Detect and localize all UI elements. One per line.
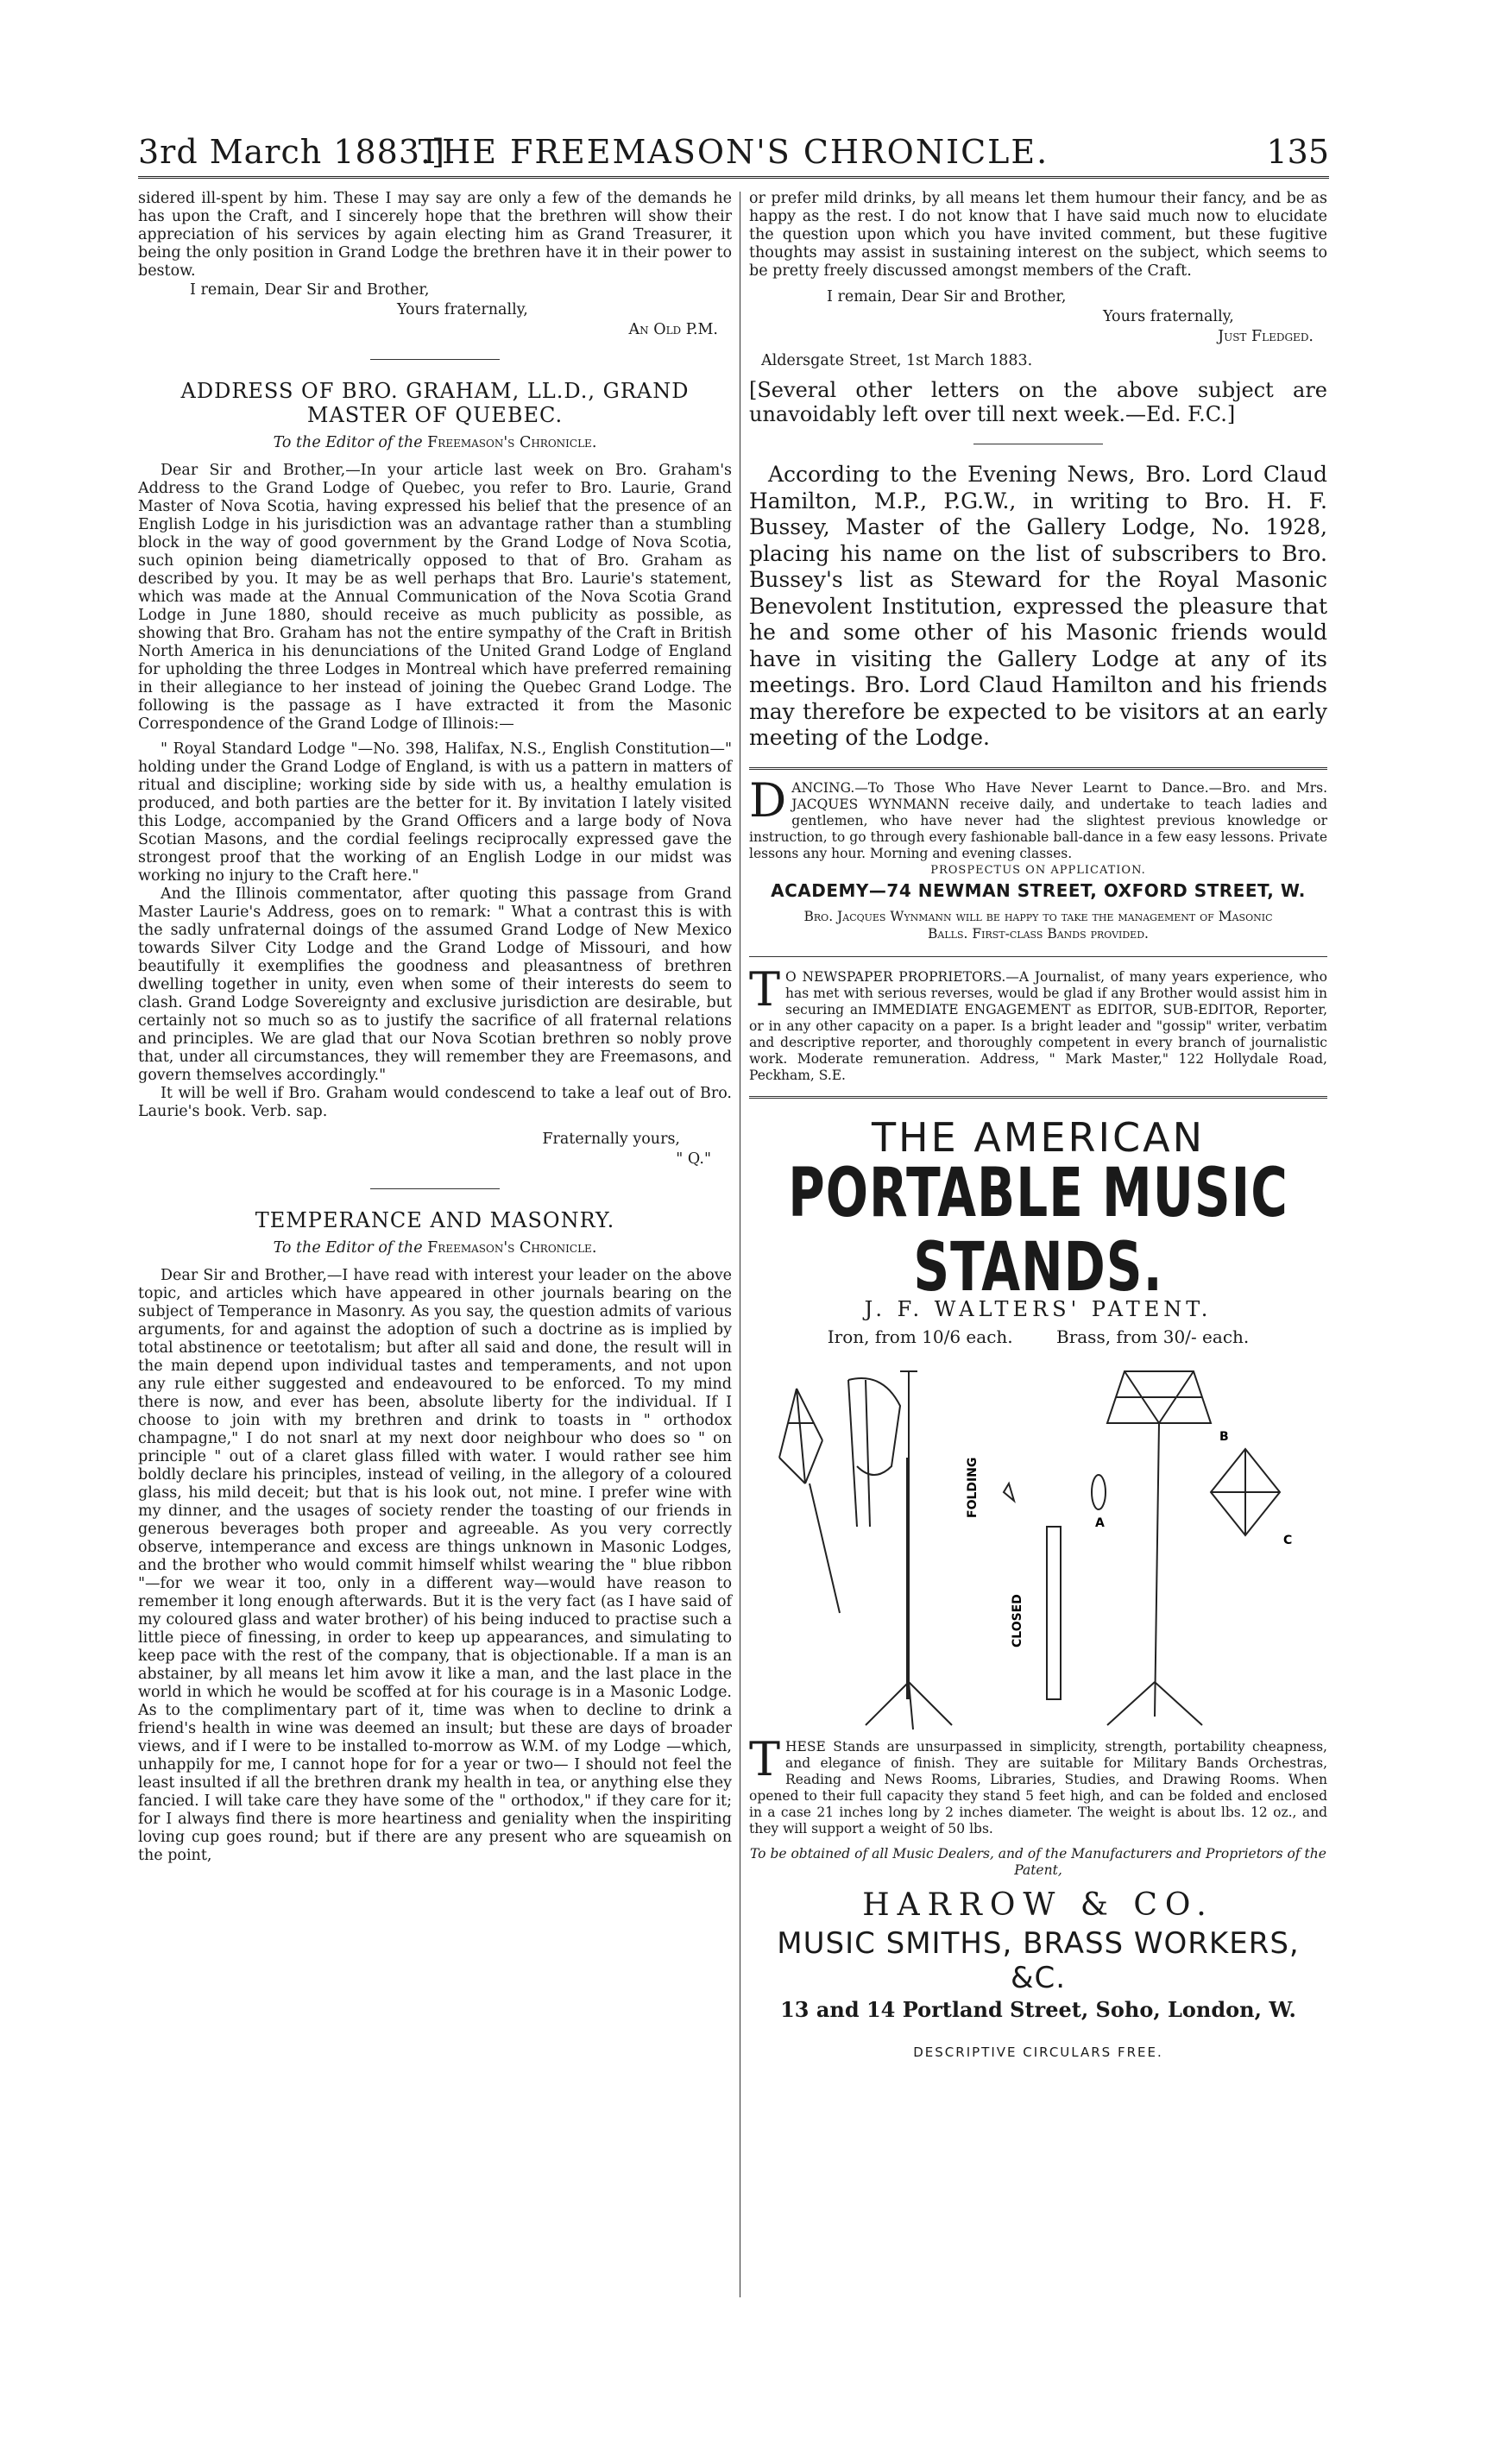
circulars-note: DESCRIPTIVE CIRCULARS FREE.	[913, 2044, 1163, 2060]
price-iron: Iron, from 10/6 each.	[827, 1326, 1013, 1347]
prospectus-note: PROSPECTUS ON APPLICATION.	[930, 863, 1146, 877]
ad-rule	[749, 767, 1327, 770]
company-trade: MUSIC SMITHS, BRASS WORKERS, &C.	[777, 1925, 1300, 1995]
article-paragraph	[138, 462, 732, 734]
left-column	[138, 190, 732, 1865]
letter-remain: I remain, Dear Sir and Brother,	[827, 288, 1067, 306]
right-column	[749, 190, 1327, 2060]
company-address: 13 and 14 Portland Street, Soho, London, W.	[780, 1996, 1296, 2022]
price-brass: Brass, from 30/- each.	[1056, 1326, 1250, 1347]
music-stands-ad	[749, 1114, 1327, 2060]
drop-cap: T	[749, 961, 781, 1017]
music-ad-description	[749, 1731, 1327, 1837]
label-folding: FOLDING	[966, 1457, 980, 1518]
addressee-paper: Freemason's Chronicle.	[427, 434, 597, 451]
letter-signature: An Old P.M.	[628, 321, 718, 338]
ad-line-american: THE AMERICAN	[871, 1113, 1206, 1161]
letter-address: Aldersgate Street, 1st March 1883.	[761, 352, 1033, 369]
dancing-ad-text	[749, 772, 1327, 862]
label-c: C	[1283, 1533, 1293, 1547]
news-paragraph: According to the Evening News, Bro. Lord Claud Hamilton, M.P., P.G.W., in writing to Bro. H. F. Bussey, Master of the Gallery Lodge, No. 1928, placing his name on the list of subscribers to Bro. Bussey's list as Steward for the Royal Masonic Benevolent Institution, expressed the pleasure that he and some other of his Masonic friends would have in visiting the Gallery Lodge at any of its meetings. Bro. Lord Claud Hamilton and his friends may therefore be expected to be visitors at an early meeting of the Lodge.	[749, 462, 1327, 750]
letter-signature: Just Fledged.	[1218, 328, 1314, 345]
addressee-text: To the Editor of the	[273, 434, 423, 451]
company-name: HARROW & CO.	[862, 1887, 1214, 1923]
newspaper-ad-text	[749, 961, 1327, 1084]
article-addressee	[138, 1239, 732, 1257]
masthead-title: THE FREEMASON'S CHRONICLE.	[418, 133, 1049, 171]
newspaper-ad	[749, 961, 1327, 1084]
paragraph-text: And the Illinois commentator, after quoting this passage from Grand Master Laurie's Address, goes on to remark: " What a contrast this is with the sadly unfraternal doings of the assumed Grand Lodge of New Mexico towards Silver City Lodge and the Grand Lodge of Missouri, and how beautifully it exemplifies the goodness and pleasantness of brethren dwelling together in unity, even when some of their interests do seem to clash. Grand Lodge Sovereignty and exclusive jurisdiction are desirable, but certainly not so much so as to justify the sacrifice of all fraternal relations and principles. We are glad that our Nova Scotian brethren so nobly prove that, under all circumstances, they will remember they are Freemasons, and govern themselves accordingly."	[138, 885, 732, 1084]
closed-case	[1047, 1527, 1061, 1699]
dancing-ad	[749, 772, 1327, 942]
open-stand	[1107, 1371, 1211, 1725]
academy-address: ACADEMY—74 NEWMAN STREET, OXFORD STREET, W.	[771, 879, 1306, 901]
paragraph-text: Dear Sir and Brother,—In your article last week on Bro. Graham's Address to the Grand Lodge of Quebec, you refer to Bro. Laurie, Grand Master of Nova Scotia, having expressed his belief that the presence of an English Lodge in his jurisdiction was an advantage rather than a stumbling block in the way of good government by the Grand Lodge of Nova Scotia, such opinion being diametrically opposed to that of Bro. Graham as described by you. It may be as well perhaps that Bro. Laurie's statement, which was made at the Annual Communication of the Nova Scotia Grand Lodge in June 1880, should receive as much publicity as possible, as showing that Bro. Graham has not the entire sympathy of the Craft in British North America in his denunciations of the United Grand Lodge of England for upholding the three Lodges in Montreal which have preferred remaining in their allegiance to her instead of joining the Quebec Grand Lodge. The following is the passage as I have extracted it from the Masonic Correspondence of the Grand Lodge of Illinois:—	[138, 462, 732, 733]
clamp-detail	[1004, 1475, 1106, 1509]
quote-text: " Royal Standard Lodge "—No. 398, Halifax, N.S., English Constitution—" holding under the Grand Lodge of England, is with us a pattern in matters of ritual and discipline; working side by side with us, a healthy emulation is produced, and both parties are the better for it. By invitation I lately visited this Lodge, accompanied by the Grand Officers and a large body of Nova Scotian Masons, and the cordial feelings reciprocally expressed gave the strongest proof that the working of an English Lodge in our midst was working no injury to the Craft here."	[138, 740, 732, 885]
ad-rule	[749, 1096, 1327, 1099]
drop-cap: T	[749, 1731, 781, 1786]
tall-stand	[866, 1371, 952, 1729]
dancing-ad-body: ANCING.—To Those Who Have Never Learnt to Dance.—Bro. and Mrs. JACQUES WYNMANN receive daily, and undertake to teach ladies and gentlemen, who have never had the slightest previous knowledge or instruction, to go through every fashionable ball-dance in a few easy lessons. Private lessons any hour. Morning and evening classes.	[749, 779, 1327, 861]
letter-continuation: or prefer mild drinks, by all means let them humour their fancy, and be as happy as the rest. I do not know that I have said much now to elucidate the question upon which you have invited comment, but these fugitive thoughts may assist in sustaining interest on the subject, which seems to be pretty freely discussed amongst members of the Craft.	[749, 190, 1327, 280]
article-closing: Fraternally yours,	[542, 1131, 680, 1148]
paragraph-text: It will be well if Bro. Graham would condescend to take a leaf out of Bro. Laurie's book. Verb. sap.	[138, 1085, 732, 1120]
letter-yours: Yours fraternally,	[1103, 308, 1234, 325]
addressee-text: To the Editor of the	[273, 1239, 423, 1257]
article-paragraph	[138, 1085, 732, 1121]
label-a: A	[1095, 1515, 1105, 1530]
article-heading: TEMPERANCE AND MASONRY.	[255, 1208, 615, 1232]
newspaper-ad-body: O NEWSPAPER PROPRIETORS.—A Journalist, of many years experience, who has met with serious reverses, would be glad if any Brother would assist him in securing an IMMEDIATE ENGAGEMENT as EDITOR, SUB-EDITOR, Reporter, or in any other capacity on a paper. Is a bright leader and "gossip" writer, verbatim and descriptive reporter, and thoroughly competent in every branch of journalistic work. Moderate remuneration. Address, " Mark Master," 122 Hollydale Road, Peckham, S.E.	[749, 968, 1327, 1083]
ad-patent: J. F. WALTERS' PATENT.	[864, 1296, 1213, 1321]
drop-cap: D	[749, 772, 787, 828]
music-stands-illustration	[762, 1354, 1314, 1734]
ad-prices	[749, 1326, 1327, 1347]
letter-yours: Yours fraternally,	[397, 301, 528, 318]
music-ad-body: HESE Stands are unsurpassed in simplicity, strength, portability cheapness, and elegance of finish. They are suitable for Military Bands Orchestras, Reading and News Rooms, Libraries, Studies, and Drawing Rooms. When opened to their full capacity they stand 5 feet high, and can be folded and enclosed in a case 21 inches long by 2 inches diameter. The weight is about lbs. 12 oz., and they will support a weight of 50 lbs.	[749, 1738, 1327, 1836]
article-paragraph	[138, 885, 732, 1085]
obtain-note: To be obtained of all Music Dealers, and of the Manufacturers and Proprietors of the Patent,	[750, 1845, 1326, 1878]
running-head	[138, 129, 1329, 174]
editor-note: [Several other letters on the above subject are unavoidably left over till next week.—Ed. F.C.]	[749, 378, 1327, 426]
article-quote	[138, 740, 732, 885]
article-heading: ADDRESS OF BRO. GRAHAM, LL.D., GRAND MASTER OF QUEBEC.	[180, 379, 690, 427]
folding-stand-head	[779, 1389, 840, 1613]
letter-remain: I remain, Dear Sir and Brother,	[190, 281, 430, 299]
diamond-detail	[1211, 1449, 1280, 1535]
article-paragraph	[138, 1267, 732, 1865]
paragraph-text: Dear Sir and Brother,—I have read with interest your leader on the above topic, and articles which have appeared in other journals bearing on the subject of Temperance in Masonry. As you say, the question admits of various arguments, for and against the adoption of such a doctrine as is implied by total abstinence or teetotalism; but after all said and done, the result will in the main depend upon individual tastes and temperaments, and not upon any rule either suggested and endeavoured to be enforced. To my mind there is now, and ever has been, absolute liberty for the individual. If I choose to join with my brethren and drink to toasts in " orthodox champagne," I do not snarl at my next door neighbour who does so " on principle " out of a claret glass filled with water. I would rather see him boldly declare his principles, instead of veiling, in the allegory of a coloured glass, his mild deceit; but that is his look out, not mine. I prefer wine with my dinner, and the usages of society render the toasting of our friends in generous beverages both proper and agreeable. As you very correctly observe, intemperance and excess are things unknown in Masonic Lodges, and the brother who would commit himself whilst wearing the " blue ribbon "—for we wear it too, only in a different way—would have reason to remember it long enough afterwards. But it is the very fact (as I have said of my coloured glass and water brother) of his being induced to practise such a little piece of finessing, in order to keep up appearances, and simulating to keep pace with the rest of the company, that is objectionable. If a man is an abstainer, by all means let him avow it like a man, and the last place in the world in which he would be scoffed at for his courage is in a Masonic Lodge. As to the complimentary part of it, time was when to decline to drink a friend's health in wine was deemed an insult; but these are days of broader views, and if I were to be installed to-morrow as W.M. of my Lodge —which, unhappily for me, I cannot hope for for a year or two— I should not feel the least insulted if all the brethren drank my health in tea, or anything else they fancied. I will take care they have some of the " orthodox," if they care for it; for I always find there is more heartiness and geniality when the inspiriting loving cup goes round; but if there are any present who are squeamish on the point,	[138, 1267, 732, 1864]
label-b: B	[1219, 1429, 1229, 1444]
letter-continuation: sidered ill-spent by him. These I may say are only a few of the demands he has upon the Craft, and I sincerely hope that the brethren will show their appreciation of his services by again electing him as Grand Treasurer, it being the only position in Grand Lodge the brethren have it in their power to bestow.	[138, 190, 732, 280]
dancing-ad-note: Bro. Jacques Wynmann will be happy to take the management of Masonic Balls. First-class Bands provided.	[803, 908, 1273, 942]
separator	[370, 1188, 500, 1189]
label-closed: CLOSED	[1011, 1593, 1024, 1647]
article-signature: " Q."	[676, 1150, 711, 1168]
folding-stand-rest	[848, 1378, 900, 1527]
issue-date: 3rd March 1883.]	[138, 133, 445, 171]
page-number: 135	[1266, 133, 1329, 171]
ad-title: PORTABLE MUSIC STANDS.	[788, 1152, 1288, 1307]
head-rule	[138, 176, 1329, 179]
separator	[370, 359, 500, 360]
article-addressee	[138, 434, 732, 451]
ad-rule	[749, 956, 1327, 957]
addressee-paper: Freemason's Chronicle.	[427, 1239, 597, 1257]
